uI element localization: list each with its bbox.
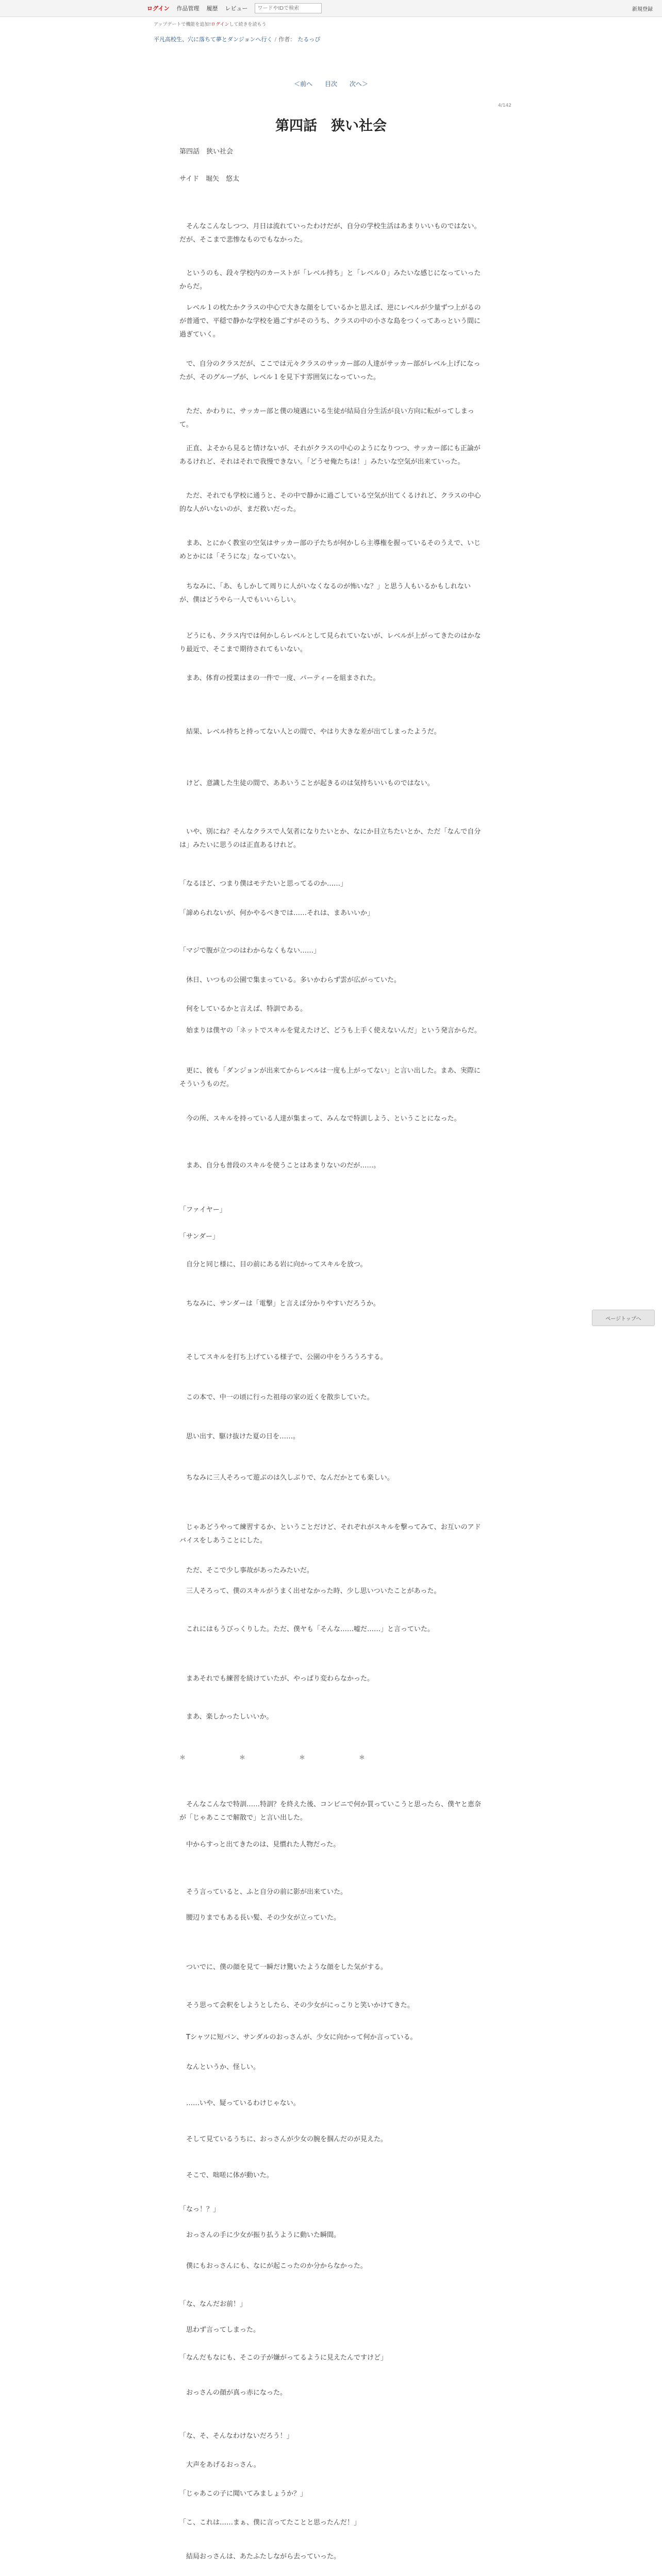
scene-break-mark: ＊: [299, 1754, 306, 1761]
search-input[interactable]: [255, 3, 322, 13]
story-paragraph: で、自分のクラスだが、ここでは元々クラスのサッカー部の人達がサッカー部がレベル上げになったが、そのグループが、レベル１を見下す雰囲気になっていった。: [179, 360, 481, 381]
prev-chapter-link[interactable]: ＜前へ: [294, 80, 313, 88]
scene-break-mark: ＊: [359, 1754, 366, 1761]
nav-review[interactable]: レビュー: [225, 5, 248, 12]
story-paragraph: 「な、そ、そんなわけないだろう！」: [179, 2432, 293, 2440]
story-paragraph: そして見ているうちに、おっさんが少女の腕を掴んだのが見えた。: [179, 2136, 388, 2143]
story-paragraph: 僕にもおっさんにも、なにが起こったのか分からなかった。: [179, 2262, 367, 2270]
chapter-subtitle: 第四話 狭い社会: [179, 148, 234, 156]
nav-history[interactable]: 履歴: [206, 5, 218, 12]
nav-works[interactable]: 作品管理: [176, 5, 200, 12]
login-link[interactable]: ログイン: [147, 5, 170, 12]
story-paragraph: 「なんだもなにも、そこの子が嫌がってるように見えたんですけど」: [179, 2354, 388, 2362]
story-paragraph: というのも、段々学校内のカーストが「レベル持ち」と「レベル０」みたいな感じになっていったからだ。: [179, 269, 481, 291]
story-paragraph: レベル１の枕たかクラスの中心で大きな顔をしているかと思えば、逆にレベルが少量ずつ上がるのが普通で、平穏で静かな学校を過ごすがそのうち、クラスの中の小さな島をつくってあっという間に過ぎていく。: [179, 304, 481, 338]
story-paragraph: そう思って会釈をしようとしたら、その少女がにっこりと笑いかけてきた。: [179, 2002, 414, 2009]
scene-break: [179, 1753, 482, 1761]
story-paragraph: 「諦められないが、何かやるべきでは……それは、まあいいか」: [179, 909, 374, 917]
story-paragraph: そんなこんなしつつ、月日は流れていったわけだが、自分の学校生活はあまりいいものではない。だが、そこまで悲惨なものでもなかった。: [179, 223, 481, 244]
story-paragraph: じゃあどうやって練習するか、ということだけど、それぞれがスキルを撃ってみて、お互いのアドバイスをしあうことにした。: [179, 1523, 481, 1545]
story-paragraph: 「じゃあこの子に聞いてみましょうか？」: [179, 2490, 307, 2498]
story-paragraph: Tシャツに短パン、サンダルのおっさんが、少女に向かって何か言っている。: [179, 2033, 417, 2041]
story-paragraph: そんなこんなで特訓……特訓？を終えた後、コンビニで何か買っていこうと思ったら、僕ヤと恵奈が「じゃあここで解散で」と言い出した。: [179, 1801, 482, 1822]
separator: /: [274, 36, 277, 43]
story-paragraph: 腰辺りまでもある長い髪、その少女が立っていた。: [179, 1914, 341, 1922]
story-paragraph: そう言っていると、ふと自分の前に影が出来ていた。: [179, 1888, 347, 1896]
story-paragraph: 正直、よそから見ると情けないが、それがクラスの中心のようになりつつ、サッカー部にも正論があるけれど、それはそれで我慢できない。「どうせ俺たちは！」みたいな空気が出来ていった。: [179, 445, 481, 466]
story-paragraph: 「ファイヤー」: [179, 1206, 226, 1214]
story-paragraph: まあ、とにかく教室の空気はサッカー部の子たちが何かしら主導権を握っているそのうえで、いじめとかには「そうにな」なっていない。: [179, 539, 481, 561]
register-link[interactable]: 新規登録: [632, 7, 653, 12]
story-paragraph: ちなみに、「あ、もしかして周りに人がいなくなるのが怖いな？」と思う人もいるかもしれないが、僕はどうやら一人でもいいらしい。: [179, 583, 471, 604]
pov-label: サイド 堀矢 悠太: [179, 175, 240, 183]
story-paragraph: おっさんの顔が真っ赤になった。: [179, 2389, 287, 2397]
story-paragraph: ……いや、疑っているわけじゃない。: [179, 2099, 300, 2107]
story-paragraph: まあ、楽しかったしいいか。: [179, 1713, 273, 1721]
story-paragraph: 思わず言ってしまった。: [179, 2326, 260, 2334]
chapter-title: 第四話 狭い社会: [275, 118, 387, 134]
story-paragraph: けど、意識した生徒の間で、ああいうことが起きるのは気持ちいいものではない。: [179, 779, 434, 787]
story-paragraph: まあそれでも練習を続けていたが、やっぱり変わらなかった。: [179, 1675, 374, 1683]
story-paragraph: ちなみに、サンダーは「電撃」と言えば分かりやすいだろうか。: [179, 1300, 380, 1308]
story-paragraph: 更に、彼も「ダンジョンが出来てからレベルは一度も上がってない」と言い出した。まあ、実際にそういうものだ。: [179, 1067, 481, 1088]
page-top-button[interactable]: ページトップへ: [592, 1310, 655, 1326]
story-paragraph: まあ、自分も普段のスキルを使うことはあまりないのだが……。: [179, 1162, 380, 1170]
story-paragraph: 大声をあげるおっさん。: [179, 2461, 260, 2469]
author-label: 作者：: [278, 36, 296, 43]
story-paragraph: 「こ、これは……まぁ、僕に言ってたことと思ったんだ！」: [179, 2519, 361, 2527]
story-paragraph: おっさんの手に少女が振り払うように動いた瞬間。: [179, 2231, 341, 2239]
story-paragraph: そしてスキルを打ち上げている様子で、公園の中をうろうろする。: [179, 1353, 387, 1361]
top-header: [0, 0, 662, 17]
story-paragraph: ただ、かわりに、サッカー部と僕の境遇にいる生徒が結局自分生活が良い方向に転がってしまって。: [179, 408, 474, 429]
story-paragraph: まあ、体育の授業はまの一件で一度、パーティーを組まされた。: [179, 674, 380, 682]
chapter-nav: [0, 79, 662, 88]
scene-break-mark: ＊: [179, 1754, 186, 1761]
story-paragraph: 「マジで腹が立つのはわからなくもない……」: [179, 947, 321, 955]
story-paragraph: いや、別にね？そんなクラスで人気者になりたいとか、なにか目立ちたいとか、ただ「なんで自分は」みたいに思うのは正直あるけれど。: [179, 828, 481, 849]
story-paragraph: 「なっ！？」: [179, 2206, 220, 2213]
author-link[interactable]: たるっぴ: [297, 36, 321, 43]
story-paragraph: ちなみに三人そろって遊ぶのは久しぶりで、なんだかとても楽しい。: [179, 1474, 394, 1482]
story-paragraph: 中からすっと出てきたのは、見慣れた人物だった。: [179, 1841, 340, 1849]
story-paragraph: 今の所、スキルを持っている人達が集まって、みんなで特訓しよう、ということになった。: [179, 1115, 461, 1123]
header-nav: [147, 3, 322, 13]
story-paragraph: 始まりは僕ヤの「ネットでスキルを覚えたけど、どうも上手く使えないんだ」という発言からだ。: [179, 1027, 481, 1035]
story-paragraph: 「な、なんだお前！」: [179, 2300, 247, 2308]
update-notice: [154, 21, 267, 27]
next-chapter-link[interactable]: 次へ＞: [349, 80, 368, 88]
story-paragraph: 自分と同じ様に、目の前にある岩に向かってスキルを放つ。: [179, 1261, 367, 1268]
notice-login-link[interactable]: ログイン: [210, 22, 229, 27]
story-paragraph: なんというか、怪しい。: [179, 2063, 260, 2071]
story-paragraph: ただ、そこで少し事故があったみたいだ。: [179, 1567, 313, 1574]
notice-prefix: アップデートで機能を追加!: [154, 22, 211, 27]
story-paragraph: ただ、それでも学校に通うと、その中で静かに過ごしている空気が出てくるけれど、クラスの中心的な人がいないのが、まだ救いだった。: [179, 492, 481, 513]
story-paragraph: これにはもうびっくりした。ただ、僕ヤも「そんな……嘘だ……」と言っていた。: [179, 1625, 435, 1633]
scene-break-mark: ＊: [239, 1754, 246, 1761]
story-paragraph: 「サンダー」: [179, 1233, 219, 1241]
breadcrumb: [154, 35, 320, 43]
page-count: 4/142: [498, 103, 511, 108]
story-paragraph: 三人そろって、僕のスキルがうまく出せなかった時、少し思いついたことがあった。: [179, 1587, 441, 1595]
notice-suffix: して続きを読もう: [229, 22, 267, 27]
story-paragraph: 結局おっさんは、あたふたしながら去っていった。: [179, 2553, 341, 2561]
story-paragraph: この本で、中一の頃に行った祖母の家の近くを散歩していた。: [179, 1394, 374, 1401]
story-paragraph: そこで、咄嗟に体が動いた。: [179, 2172, 273, 2179]
series-title-link[interactable]: 平凡高校生、穴に落ちて夢とダンジョンへ行く: [154, 36, 273, 43]
story-paragraph: 思い出す、駆け抜けた夏の日を……。: [179, 1433, 300, 1440]
story-paragraph: どうにも、クラス内では何かしらレベルとして見られていないが、レベルが上がってきたのはかなり最近で、そこまで期待されてもいない。: [179, 632, 481, 653]
story-paragraph: 何をしているかと言えば、特訓である。: [179, 1005, 307, 1013]
story-paragraph: 休日、いつもの公園で集まっている。多いかわらず雲が広がっていた。: [179, 976, 401, 984]
story-paragraph: 「なるほど、つまり僕はモテたいと思ってるのか……」: [179, 880, 347, 888]
story-paragraph: 結果、レベル持ちと持ってない人との間で、やはり大きな差が出てしまったようだ。: [179, 728, 441, 736]
story-paragraph: ついでに、僕の顔を見て一瞬だけ驚いたような顔をした気がする。: [179, 1963, 388, 1971]
toc-link[interactable]: 目次: [324, 80, 337, 88]
